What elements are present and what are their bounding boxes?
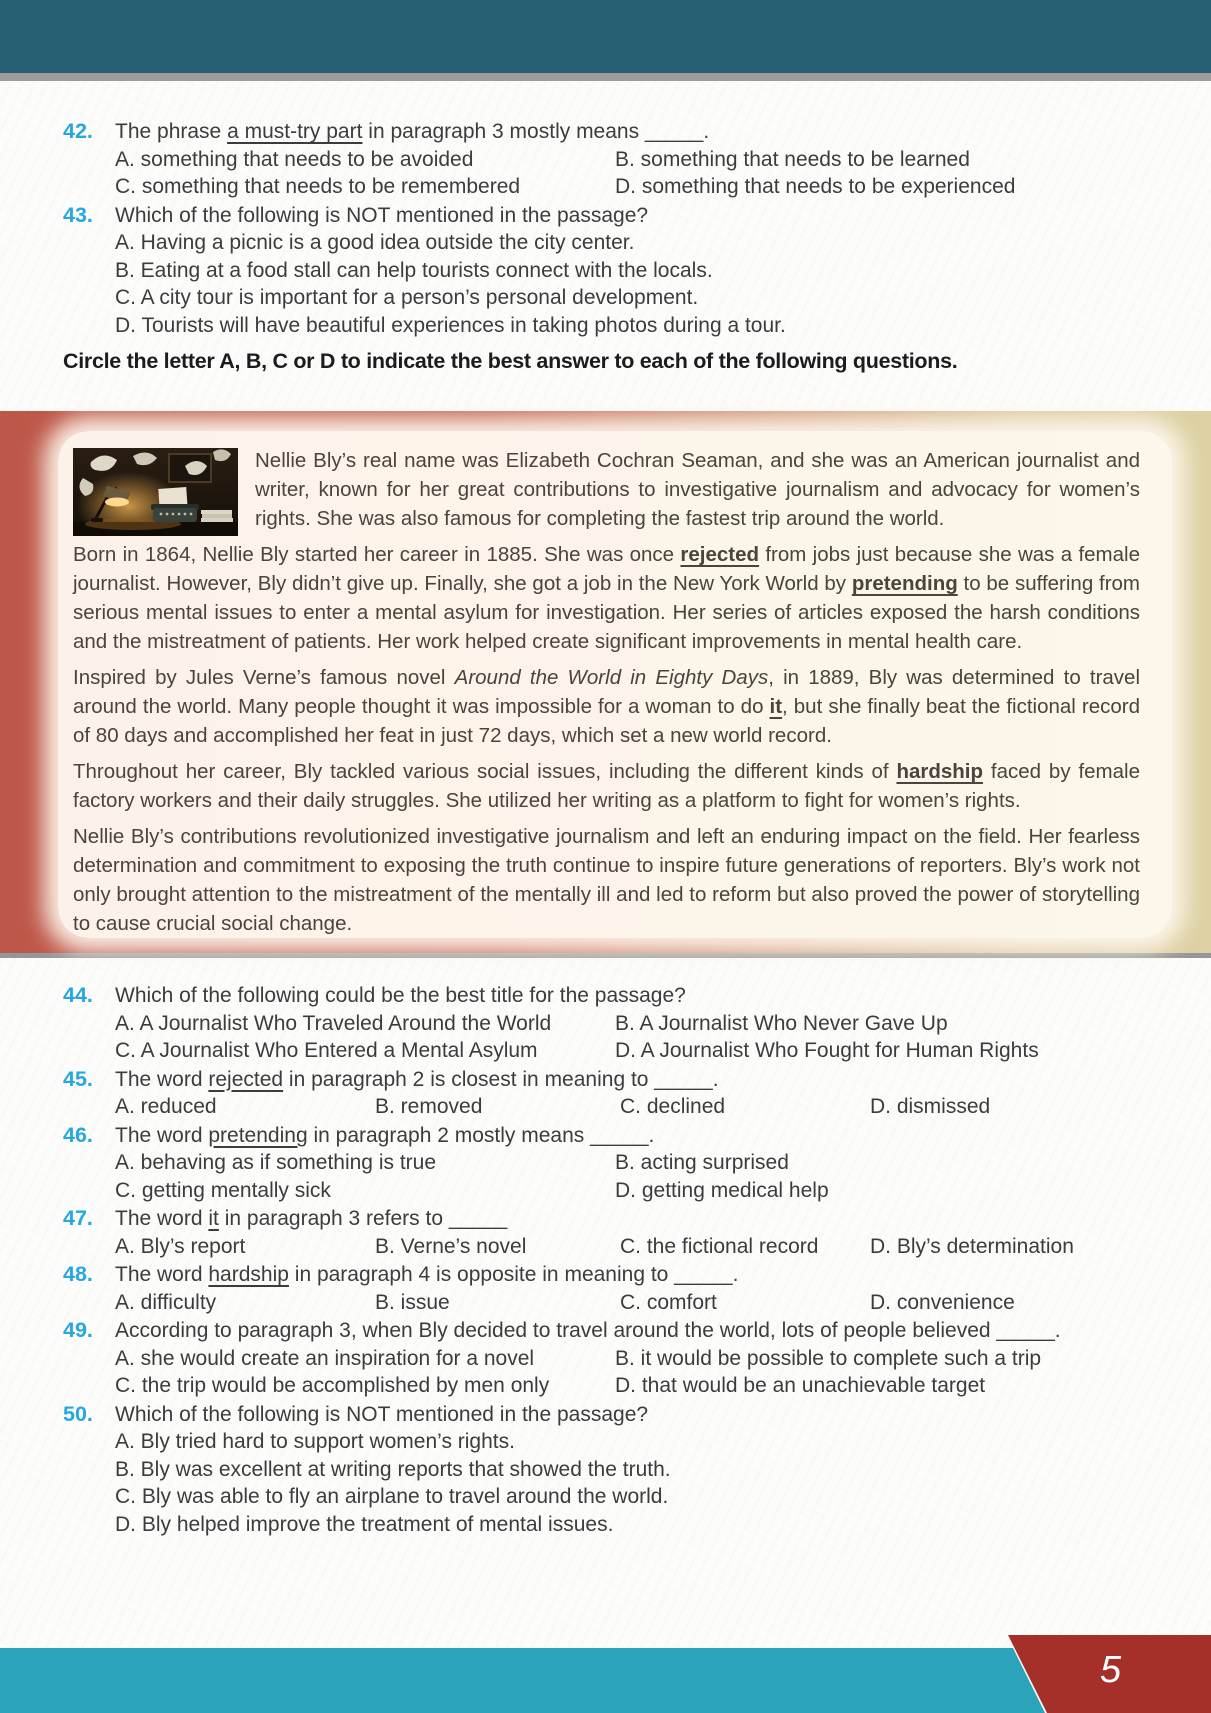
- options: [115, 1149, 1183, 1204]
- question-text: Which of the following is NOT mentioned in the passage?: [115, 1402, 649, 1426]
- option-d: D. Tourists will have beautiful experiences in taking photos during a tour.: [115, 313, 786, 337]
- options: [115, 229, 1183, 339]
- option-c: C. comfort: [620, 1290, 717, 1314]
- option-c: C. Bly was able to fly an airplane to travel around the world.: [115, 1485, 669, 1508]
- question-48: [63, 1261, 1183, 1316]
- question-text: According to paragraph 3, when Bly decided to travel around the world, lots of people believed _____.: [115, 1319, 1061, 1342]
- option-c: C. the trip would be accomplished by men only: [115, 1374, 550, 1397]
- question-number: 49.: [63, 1318, 93, 1342]
- options: [115, 1289, 1183, 1317]
- option-d: D. dismissed: [870, 1095, 991, 1118]
- option-b: B. removed: [375, 1095, 483, 1118]
- option-b: B. Verne’s novel: [375, 1234, 527, 1258]
- option-d: D. Bly’s determination: [870, 1234, 1074, 1258]
- option-a: A. she would create an inspiration for a novel: [115, 1346, 535, 1370]
- question-50: [63, 1401, 1183, 1539]
- question-46: [63, 1122, 1183, 1205]
- question-44: [63, 982, 1183, 1065]
- question-49: [63, 1317, 1183, 1400]
- passage-paragraph-1: Nellie Bly’s real name was Elizabeth Cochran Seaman, and she was an American journalist and writer, known for her great contributions to investigative journalism and advocacy for women’s rights. She was also famous for completing the fastest trip around the world.: [255, 449, 1140, 530]
- options: [115, 1233, 1183, 1261]
- question-text: The word pretending in paragraph 2 mostly means _____.: [115, 1123, 655, 1147]
- option-a: A. reduced: [115, 1095, 217, 1118]
- option-d: D. getting medical help: [615, 1178, 829, 1202]
- question-43: [63, 202, 1183, 340]
- option-c: C. declined: [620, 1095, 726, 1118]
- passage-paragraph-2: Born in 1864, Nellie Bly started her career in 1885. She was once rejected from jobs just because she was a female journalist. However, Bly didn’t give up. Finally, she got a job in the New York World by pretending to be suffering from serious mental issues to enter a mental asylum for investigation. Her series of articles exposed the harsh conditions and the mistreatment of patients. Her work helped create significant improvements in mental health care.: [73, 543, 1140, 653]
- reading-passage-box: [0, 411, 1211, 958]
- passage-image: [73, 448, 238, 536]
- question-number: 47.: [63, 1206, 93, 1230]
- option-c: C. A city tour is important for a person’s personal development.: [115, 286, 699, 309]
- option-a: A. Bly tried hard to support women’s rights.: [115, 1430, 515, 1453]
- options: [115, 1093, 1183, 1121]
- question-number: 50.: [63, 1401, 93, 1426]
- question-45: [63, 1066, 1183, 1121]
- question-text: Which of the following could be the best title for the passage?: [115, 984, 686, 1007]
- option-d: D. A Journalist Who Fought for Human Rights: [615, 1039, 1039, 1062]
- options: [115, 146, 1183, 201]
- page-number: 5: [1100, 1649, 1122, 1691]
- option-b: B. it would be possible to complete such a trip: [615, 1346, 1042, 1370]
- option-b: B. something that needs to be learned: [615, 147, 970, 171]
- passage-paragraph-3: Inspired by Jules Verne’s famous novel Around the World in Eighty Days, in 1889, Bly was determined to travel around the world. Many people thought it was impossible for a woman to do it, but she finally beat the fictional record of 80 days and accomplished her feat in just 72 days, which set a new world record.: [73, 666, 1141, 747]
- question-text: The phrase a must-try part in paragraph 3 mostly means _____.: [115, 120, 710, 143]
- page-content: [0, 81, 1211, 1539]
- questions-44-50: [0, 958, 1211, 1538]
- option-a: A. behaving as if something is true: [115, 1151, 437, 1174]
- question-number: 45.: [63, 1066, 93, 1091]
- question-number: 44.: [63, 983, 93, 1007]
- option-d: D. Bly helped improve the treatment of mental issues.: [115, 1512, 614, 1536]
- question-number: 48.: [63, 1262, 93, 1286]
- reading-passage-panel: [58, 431, 1172, 938]
- option-c: C. A Journalist Who Entered a Mental Asylum: [115, 1039, 538, 1062]
- option-d: D. something that needs to be experienced: [615, 175, 1016, 198]
- question-number: 46.: [63, 1122, 93, 1147]
- passage-paragraph-4: Throughout her career, Bly tackled various social issues, including the different kinds of hardship faced by female factory workers and their daily struggles. She utilized her writing as a platform to fight for women’s rights.: [73, 760, 1140, 812]
- option-a: A. Having a picnic is a good idea outside the city center.: [115, 231, 635, 254]
- question-number: 42.: [63, 119, 93, 143]
- question-text: The word rejected in paragraph 2 is closest in meaning to _____.: [115, 1067, 719, 1091]
- option-b: B. Bly was excellent at writing reports that showed the truth.: [115, 1457, 671, 1481]
- typewriter-scene-illustration: [73, 448, 238, 536]
- options: [115, 1428, 1183, 1538]
- option-a: A. difficulty: [115, 1290, 217, 1314]
- option-a: A. something that needs to be avoided: [115, 147, 474, 171]
- question-text: The word it in paragraph 3 refers to _____: [115, 1207, 508, 1230]
- top-header-shadow: [0, 73, 1211, 81]
- option-c: C. getting mentally sick: [115, 1178, 331, 1202]
- question-42: [63, 118, 1183, 201]
- option-a: A. Bly’s report: [115, 1234, 246, 1258]
- questions-42-43: [0, 81, 1211, 339]
- footer-teal-bar: [0, 1648, 1045, 1713]
- passage-paragraph-5: Nellie Bly’s contributions revolutionized investigative journalism and left an enduring impact on the field. Her fearless determination and commitment to exposing the truth continue to inspire future generations of reporters. Bly’s work not only brought attention to the mistreatment of the mentally ill and led to reform but also proved the power of storytelling to cause crucial social change.: [73, 825, 1140, 935]
- option-c: C. the fictional record: [620, 1234, 819, 1258]
- option-b: B. acting surprised: [615, 1151, 789, 1174]
- option-b: B. Eating at a food stall can help tourists connect with the locals.: [115, 258, 713, 282]
- question-text: Which of the following is NOT mentioned in the passage?: [115, 203, 649, 227]
- section-instruction: Circle the letter A, B, C or D to indicate the best answer to each of the following questions.: [63, 349, 958, 373]
- options: [115, 1345, 1183, 1400]
- top-header-bar: [0, 0, 1211, 73]
- option-c: C. something that needs to be remembered: [115, 175, 521, 198]
- option-b: B. issue: [375, 1290, 450, 1314]
- option-d: D. that would be an unachievable target: [615, 1374, 986, 1397]
- option-d: D. convenience: [870, 1290, 1015, 1314]
- question-number: 43.: [63, 202, 93, 227]
- option-a: A. A Journalist Who Traveled Around the World: [115, 1011, 552, 1035]
- options: [115, 1010, 1183, 1065]
- question-text: The word hardship in paragraph 4 is opposite in meaning to _____.: [115, 1263, 739, 1286]
- question-47: [63, 1205, 1183, 1260]
- option-b: B. A Journalist Who Never Gave Up: [615, 1011, 948, 1035]
